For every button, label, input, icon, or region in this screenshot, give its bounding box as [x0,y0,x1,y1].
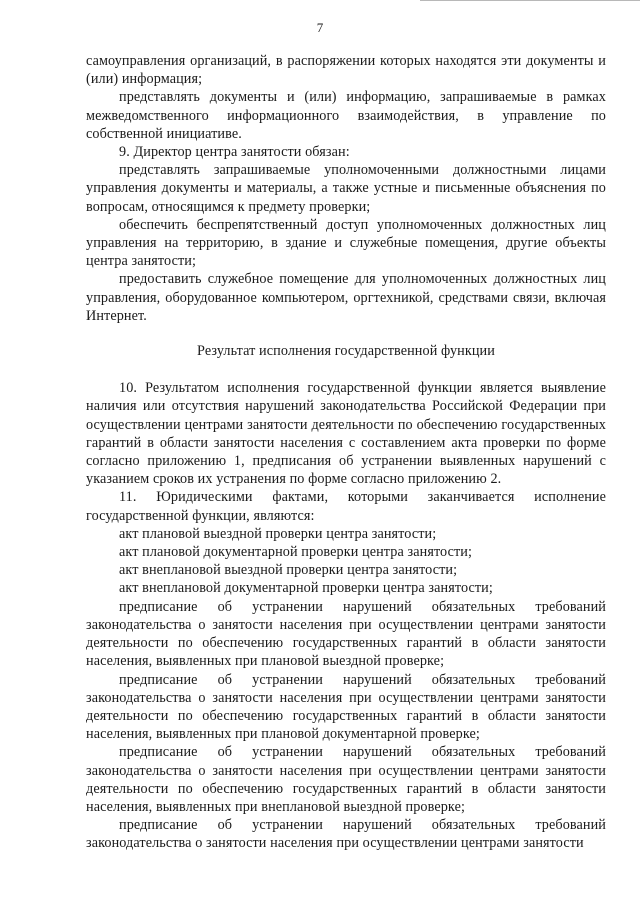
list-item-act: акт внеплановой документарной проверки центра занятости; [119,580,493,597]
paragraph-director-obliged: 9. Директор центра занятости обязан: [119,144,350,161]
document-body [86,52,606,853]
section-heading: Результат исполнения государственной функции [197,343,495,360]
paragraph-provide-documents: представлять запрашиваемые уполномоченными должностными лицами управления документы и материалы, а также устные и письменные объяснения по вопросам, относящимся к предмету проверки; [86,162,606,215]
list-item-act: акт плановой документарной проверки центра занятости; [119,544,473,561]
paragraph-documents-info: представлять документы и (или) информацию, запрашиваемые в рамках межведомственного информационного взаимодействия, в управление по собственной инициативе. [86,89,606,142]
list-item-order: предписание об устранении нарушений обязательных требований законодательства о занятости населения при осуществлении центрами занятости деятельности по обеспечению государственных гарантий в области занятости населения, выявленных при внеплановой выездной проверке; [86,744,606,815]
paragraph-continuation: самоуправления организаций, в распоряжении которых находятся эти документы и (или) информация; [86,53,606,88]
top-edge-rule [420,0,640,1]
paragraph-provide-premises: предоставить служебное помещение для уполномоченных должностных лиц управления, оборудованное компьютером, оргтехникой, средствами связи, включая Интернет. [86,271,606,324]
list-item-order: предписание об устранении нарушений обязательных требований законодательства о занятости населения при осуществлении центрами занятости [86,817,606,852]
page-number: 7 [316,20,324,35]
list-item-act: акт внеплановой выездной проверки центра занятости; [119,562,458,579]
paragraph-legal-facts: 11. Юридическими фактами, которыми заканчивается исполнение государственной функции, являются: [86,489,606,524]
paragraph-ensure-access: обеспечить беспрепятственный доступ уполномоченных должностных лиц управления на территорию, в здание и служебные помещения, другие объекты центра занятости; [86,216,606,270]
paragraph-result: 10. Результатом исполнения государственной функции является выявление наличия или отсутствия нарушений законодательства Российской Федерации при осуществлении центрами занятости деятельности по обеспечению государственных гарантий в области занятости населения с составлением акта проверки по форме согласно приложению 1, предписания об устранении выявленных нарушений с указанием сроков их устранения по форме согласно приложению 2. [86,380,606,488]
list-item-act: акт плановой выездной проверки центра занятости; [119,525,437,542]
list-item-order: предписание об устранении нарушений обязательных требований законодательства о занятости населения при осуществлении центрами занятости деятельности по обеспечению государственных гарантий в области занятости населения, выявленных при плановой документарной проверке; [86,671,606,743]
list-item-order: предписание об устранении нарушений обязательных требований законодательства о занятости населения при осуществлении центрами занятости деятельности по обеспечению государственных гарантий в области занятости населения, выявленных при плановой выездной проверке; [86,598,606,670]
